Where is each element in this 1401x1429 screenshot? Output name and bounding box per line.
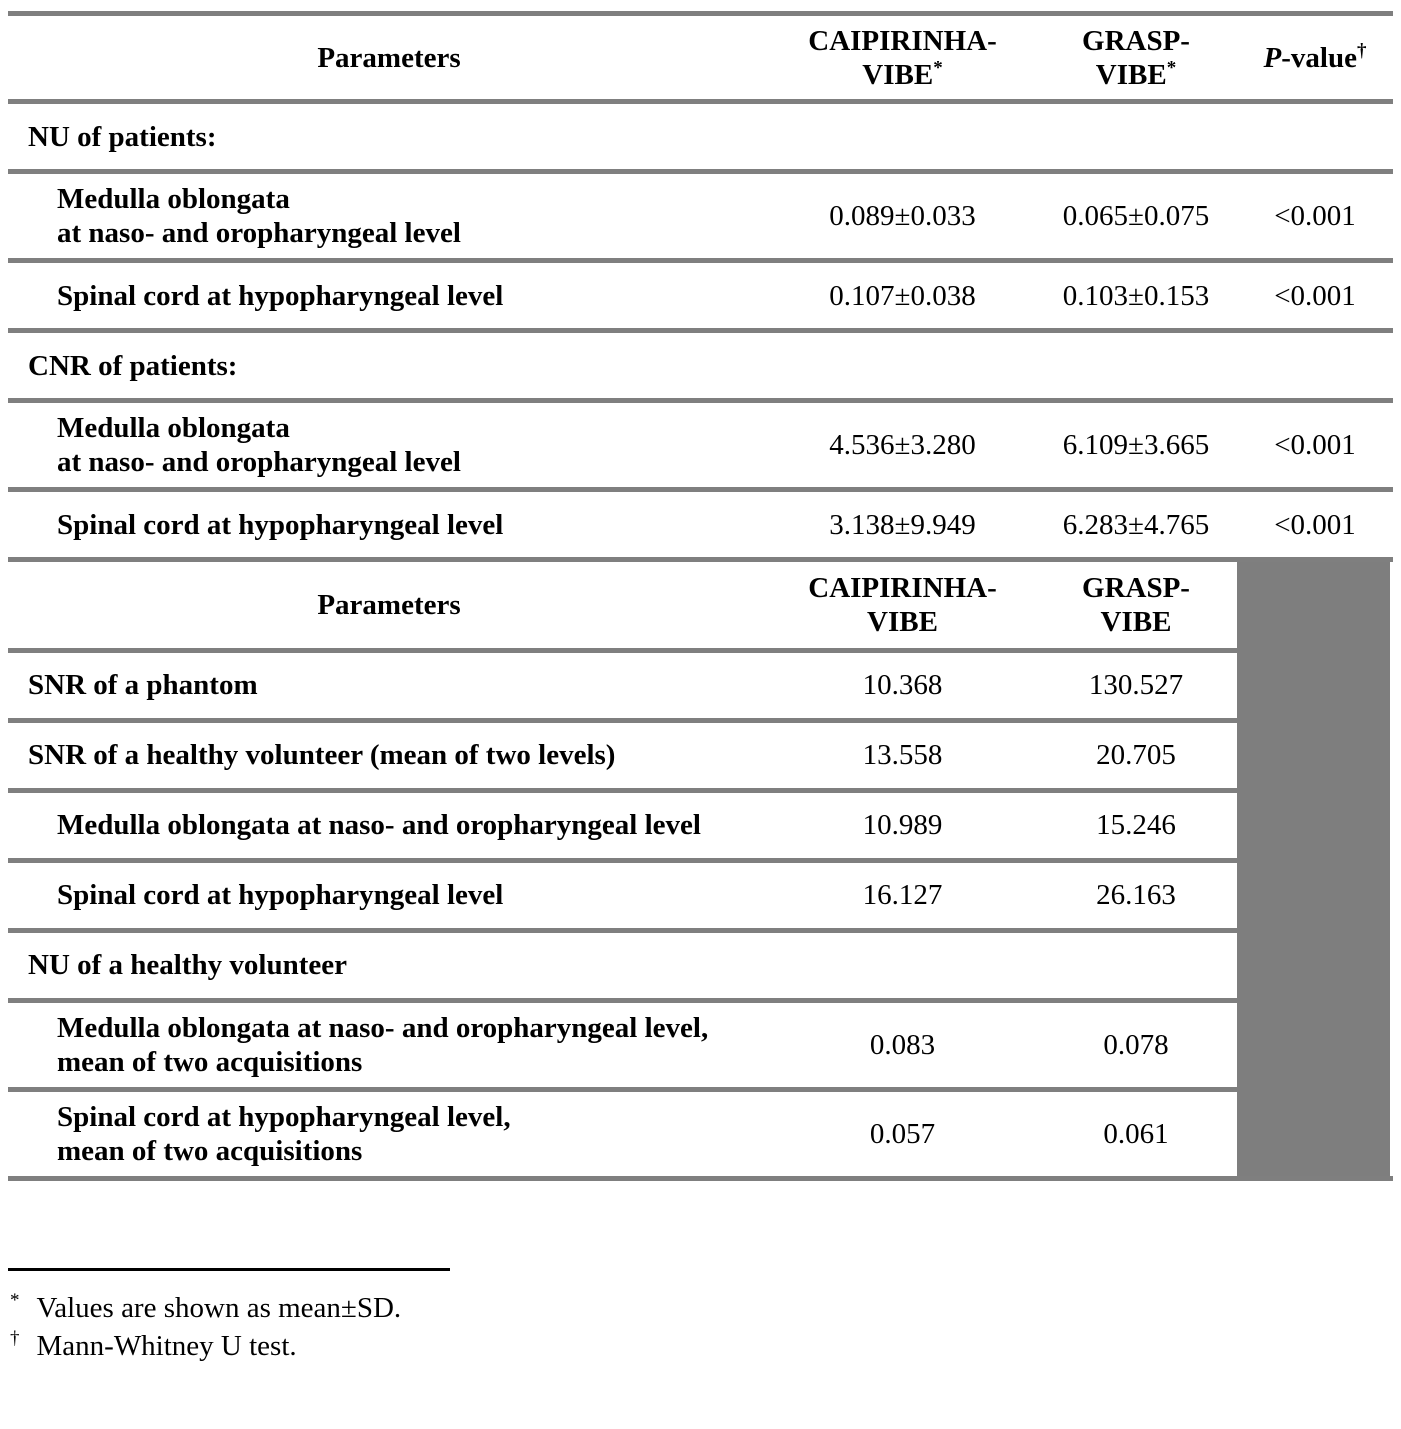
- table-row: [8, 1089, 1393, 1178]
- phantom-volunteer-table: [8, 562, 1393, 1181]
- header-line: CAIPIRINHA-: [808, 571, 997, 604]
- grasp-value-cell: 6.109±3.665: [1035, 401, 1237, 490]
- caipirinha-value-cell: 0.089±0.033: [770, 172, 1035, 261]
- grasp-value-cell: 6.283±4.765: [1035, 490, 1237, 560]
- footnote-dagger: [8, 1327, 1393, 1365]
- section-label: NU of a healthy volunteer: [8, 930, 1237, 1000]
- row-label: Medulla oblongata at naso- and oropharyngeal level: [8, 790, 770, 860]
- pvalue-italic-p: P: [1263, 41, 1282, 74]
- grasp-value-cell: 0.078: [1035, 1000, 1237, 1089]
- row-label-line: at naso- and oropharyngeal level: [57, 446, 461, 478]
- dagger-superscript: †: [1356, 39, 1367, 61]
- row-label: [8, 401, 770, 490]
- table-row: [8, 172, 1393, 261]
- table-row: [8, 650, 1393, 720]
- row-label: [8, 1000, 770, 1089]
- caipirinha-value-cell: 10.989: [770, 790, 1035, 860]
- table-row: [8, 490, 1393, 560]
- pvalue-label-rest: -value: [1281, 41, 1357, 74]
- row-label: SNR of a phantom: [8, 650, 770, 720]
- column-header-pvalue: [1237, 14, 1393, 102]
- header-line: GRASP-: [1082, 24, 1190, 57]
- row-label-line: Medulla oblongata: [57, 412, 290, 444]
- footnote-marker: *: [10, 1289, 20, 1311]
- grasp-value-cell: 130.527: [1035, 650, 1237, 720]
- pvalue-cell: <0.001: [1237, 401, 1393, 490]
- caipirinha-value-cell: 13.558: [770, 720, 1035, 790]
- table-row: [8, 860, 1393, 930]
- header-line: VIBE: [862, 58, 934, 91]
- column-header-parameters: Parameters: [8, 562, 770, 650]
- footnote-marker: †: [10, 1327, 20, 1349]
- footnote-asterisk: [8, 1289, 1393, 1327]
- column-header-caipirinha-vibe: [770, 14, 1035, 102]
- table-row: [8, 720, 1393, 790]
- caipirinha-value-cell: 0.083: [770, 1000, 1035, 1089]
- footnote-text: Mann-Whitney U test.: [36, 1329, 297, 1362]
- header-line: VIBE: [1095, 58, 1167, 91]
- header-line: VIBE: [867, 605, 938, 638]
- grasp-value-cell: 0.065±0.075: [1035, 172, 1237, 261]
- caipirinha-value-cell: 10.368: [770, 650, 1035, 720]
- table1-header-row: [8, 14, 1393, 102]
- footnotes-block: [8, 1289, 1393, 1365]
- caipirinha-value-cell: 0.107±0.038: [770, 261, 1035, 331]
- caipirinha-value-cell: 3.138±9.949: [770, 490, 1035, 560]
- table-section-row: [8, 331, 1393, 401]
- pvalue-cell: <0.001: [1237, 490, 1393, 560]
- asterisk-superscript: *: [1166, 56, 1177, 78]
- header-line: GRASP-: [1082, 571, 1190, 604]
- grasp-value-cell: 20.705: [1035, 720, 1237, 790]
- column-header-grasp-vibe: [1035, 14, 1237, 102]
- table-row: [8, 401, 1393, 490]
- caipirinha-value-cell: 16.127: [770, 860, 1035, 930]
- grasp-value-cell: 0.103±0.153: [1035, 261, 1237, 331]
- caipirinha-value-cell: 0.057: [770, 1089, 1035, 1178]
- row-label: Spinal cord at hypopharyngeal level: [8, 490, 770, 560]
- pvalue-cell: <0.001: [1237, 261, 1393, 331]
- caipirinha-value-cell: 4.536±3.280: [770, 401, 1035, 490]
- asterisk-superscript: *: [933, 56, 943, 78]
- header-line: VIBE: [1100, 605, 1172, 638]
- row-label: Spinal cord at hypopharyngeal level: [8, 261, 770, 331]
- grasp-value-cell: 26.163: [1035, 860, 1237, 930]
- row-label-line: at naso- and oropharyngeal level: [57, 217, 461, 249]
- gray-redaction-block: [1237, 562, 1393, 1178]
- header-line: CAIPIRINHA-: [808, 24, 997, 57]
- column-header-caipirinha-vibe: [770, 562, 1035, 650]
- column-header-parameters: Parameters: [8, 14, 770, 102]
- column-header-grasp-vibe: [1035, 562, 1237, 650]
- row-label-line: Spinal cord at hypopharyngeal level,: [57, 1100, 511, 1133]
- row-label-line: mean of two acquisitions: [57, 1134, 363, 1167]
- row-label: SNR of a healthy volunteer (mean of two levels): [8, 720, 770, 790]
- row-label-line: Medulla oblongata: [57, 183, 290, 215]
- table-row: [8, 261, 1393, 331]
- pvalue-cell: <0.001: [1237, 172, 1393, 261]
- table2-header-row: [8, 562, 1393, 650]
- row-label-line: Medulla oblongata at naso- and oropharyngeal level,: [57, 1011, 709, 1044]
- row-label: Spinal cord at hypopharyngeal level: [8, 860, 770, 930]
- table-row: [8, 1000, 1393, 1089]
- patients-comparison-table: [8, 11, 1393, 562]
- table-section-row: [8, 930, 1393, 1000]
- footnote-separator: [8, 1268, 450, 1271]
- grasp-value-cell: 15.246: [1035, 790, 1237, 860]
- row-label-line: mean of two acquisitions: [57, 1045, 363, 1078]
- row-label: [8, 1089, 770, 1178]
- section-label: NU of patients:: [8, 102, 1393, 172]
- table-row: [8, 790, 1393, 860]
- grasp-value-cell: 0.061: [1035, 1089, 1237, 1178]
- section-label: CNR of patients:: [8, 331, 1393, 401]
- table-section-row: [8, 102, 1393, 172]
- footnote-text: Values are shown as mean±SD.: [36, 1291, 402, 1324]
- row-label: [8, 172, 770, 261]
